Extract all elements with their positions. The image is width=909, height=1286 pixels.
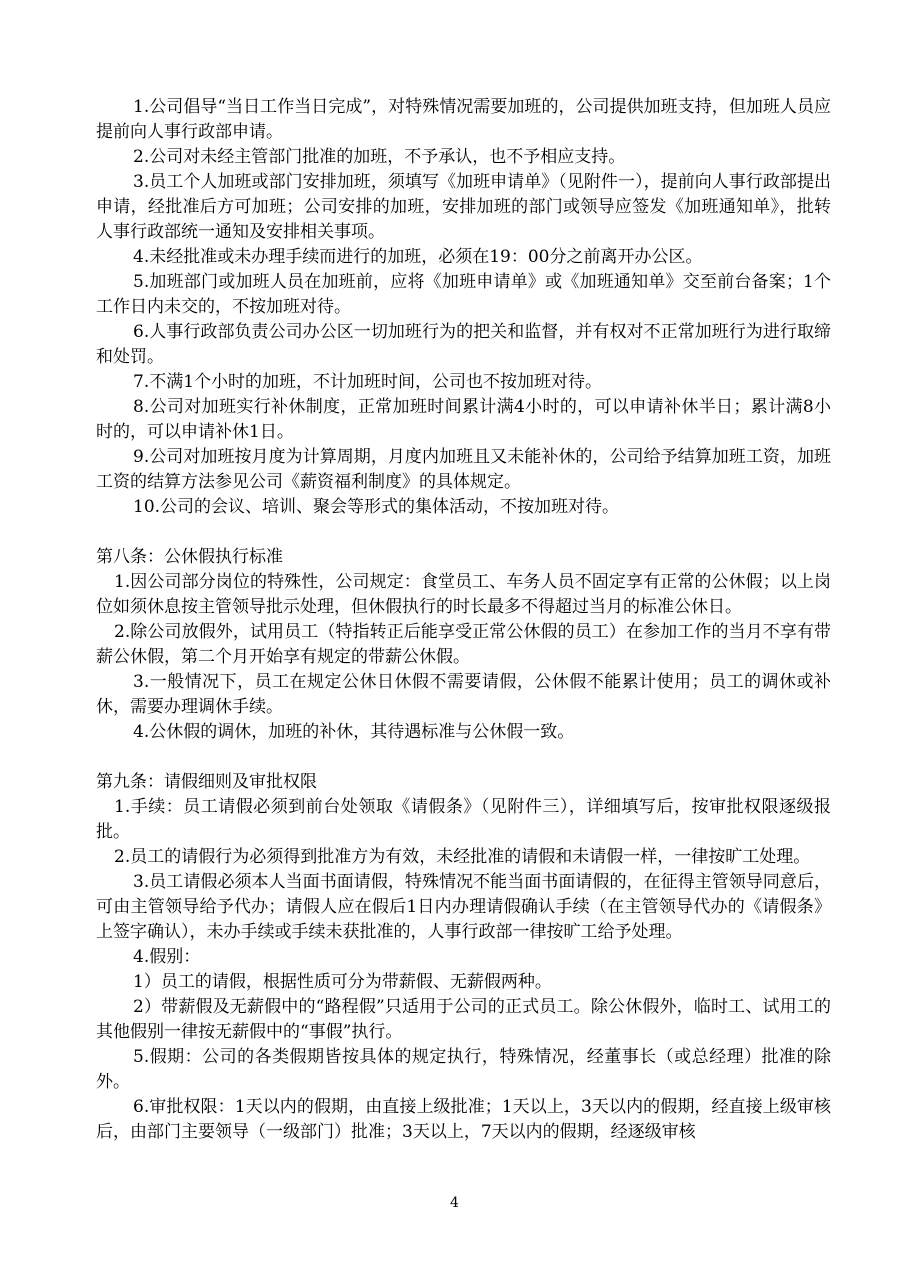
page-number: 4 [450, 1195, 459, 1211]
overtime-item-1: 1.公司倡导“当日工作当日完成”，对特殊情况需要加班的，公司提供加班支持，但加班人员应提前向人事行政部申请。 [96, 97, 831, 142]
overtime-item-5: 5.加班部门或加班人员在加班前，应将《加班申请单》或《加班通知单》交至前台备案；1个工作日内未交的，不按加班对待。 [96, 272, 831, 317]
overtime-item-8: 8.公司对加班实行补休制度，正常加班时间累计满4小时的，可以申请补休半日；累计满8小时的，可以申请补休1日。 [96, 397, 831, 442]
article9-item-4: 4.假别： [133, 947, 201, 967]
overtime-item-4: 4.未经批准或未办理手续而进行的加班，必须在19：00分之前离开办公区。 [133, 247, 703, 267]
overtime-item-2: 2.公司对未经主管部门批准的加班，不予承认，也不予相应支持。 [133, 147, 626, 167]
overtime-item-10: 10.公司的会议、培训、聚会等形式的集体活动，不按加班对待。 [133, 497, 620, 517]
overtime-item-7: 7.不满1个小时的加班，不计加班时间，公司也不按加班对待。 [133, 372, 603, 392]
article9-item-5: 5.假期：公司的各类假期皆按具体的规定执行，特殊情况，经董事长（或总经理）批准的除外。 [96, 1047, 831, 1092]
article8-item-2: 2.除公司放假外，试用员工（特指转正后能享受正常公休假的员工）在参加工作的当月不享有带薪公休假，第二个月开始享有规定的带薪公休假。 [96, 622, 831, 667]
overtime-item-9: 9.公司对加班按月度为计算周期，月度内加班且又未能补休的，公司给予结算加班工资，加班工资的结算方法参见公司《薪资福利制度》的具体规定。 [96, 447, 831, 492]
article9-item-1: 1.手续：员工请假必须到前台处领取《请假条》（见附件三），详细填写后，按审批权限逐级报批。 [96, 797, 831, 842]
article9-item-2: 2.员工的请假行为必须得到批准方为有效，未经批准的请假和未请假一样，一律按旷工处理。 [114, 847, 811, 867]
section-gap [96, 745, 831, 770]
article9-item-4-1: 1）员工的请假，根据性质可分为带薪假、无薪假两种。 [133, 972, 552, 992]
article8-item-3: 3.一般情况下，员工在规定公休日休假不需要请假，公休假不能累计使用；员工的调休或补休，需要办理调休手续。 [96, 672, 831, 717]
article8-item-1: 1.因公司部分岗位的特殊性，公司规定：食堂员工、车务人员不固定享有正常的公休假；以上岗位如须休息按主管领导批示处理，但休假执行的时长最多不得超过当月的标准公休日。 [96, 572, 831, 617]
article8-heading: 第八条：公休假执行标准 [96, 547, 283, 567]
section-gap [96, 520, 831, 545]
overtime-item-6: 6.人事行政部负责公司办公区一切加班行为的把关和监督，并有权对不正常加班行为进行取缔和处罚。 [96, 322, 831, 367]
overtime-item-3: 3.员工个人加班或部门安排加班，须填写《加班申请单》（见附件一），提前向人事行政部提出申请，经批准后方可加班；公司安排的加班，安排加班的部门或领导应签发《加班通知单》，批转人事行政部统一通知及安排相关事项。 [96, 172, 831, 242]
article8-item-4: 4.公休假的调休，加班的补休，其待遇标准与公休假一致。 [133, 722, 575, 742]
article9-item-6: 6.审批权限：1天以内的假期，由直接上级批准；1天以上，3天以内的假期，经直接上级审核后，由部门主要领导（一级部门）批准；3天以上，7天以内的假期，经逐级审核 [96, 1097, 831, 1142]
document-body [96, 95, 831, 1145]
article9-heading: 第九条：请假细则及审批权限 [96, 772, 317, 792]
article9-item-4-2: 2）带薪假及无薪假中的“路程假”只适用于公司的正式员工。除公休假外，临时工、试用工的其他假别一律按无薪假中的“事假”执行。 [96, 997, 831, 1042]
article9-item-3: 3.员工请假必须本人当面书面请假，特殊情况不能当面书面请假的，在征得主管领导同意后，可由主管领导给予代办；请假人应在假后1日内办理请假确认手续（在主管领导代办的《请假条》上签字确认），未办手续或手续未获批准的，人事行政部一律按旷工给予处理。 [96, 872, 831, 942]
